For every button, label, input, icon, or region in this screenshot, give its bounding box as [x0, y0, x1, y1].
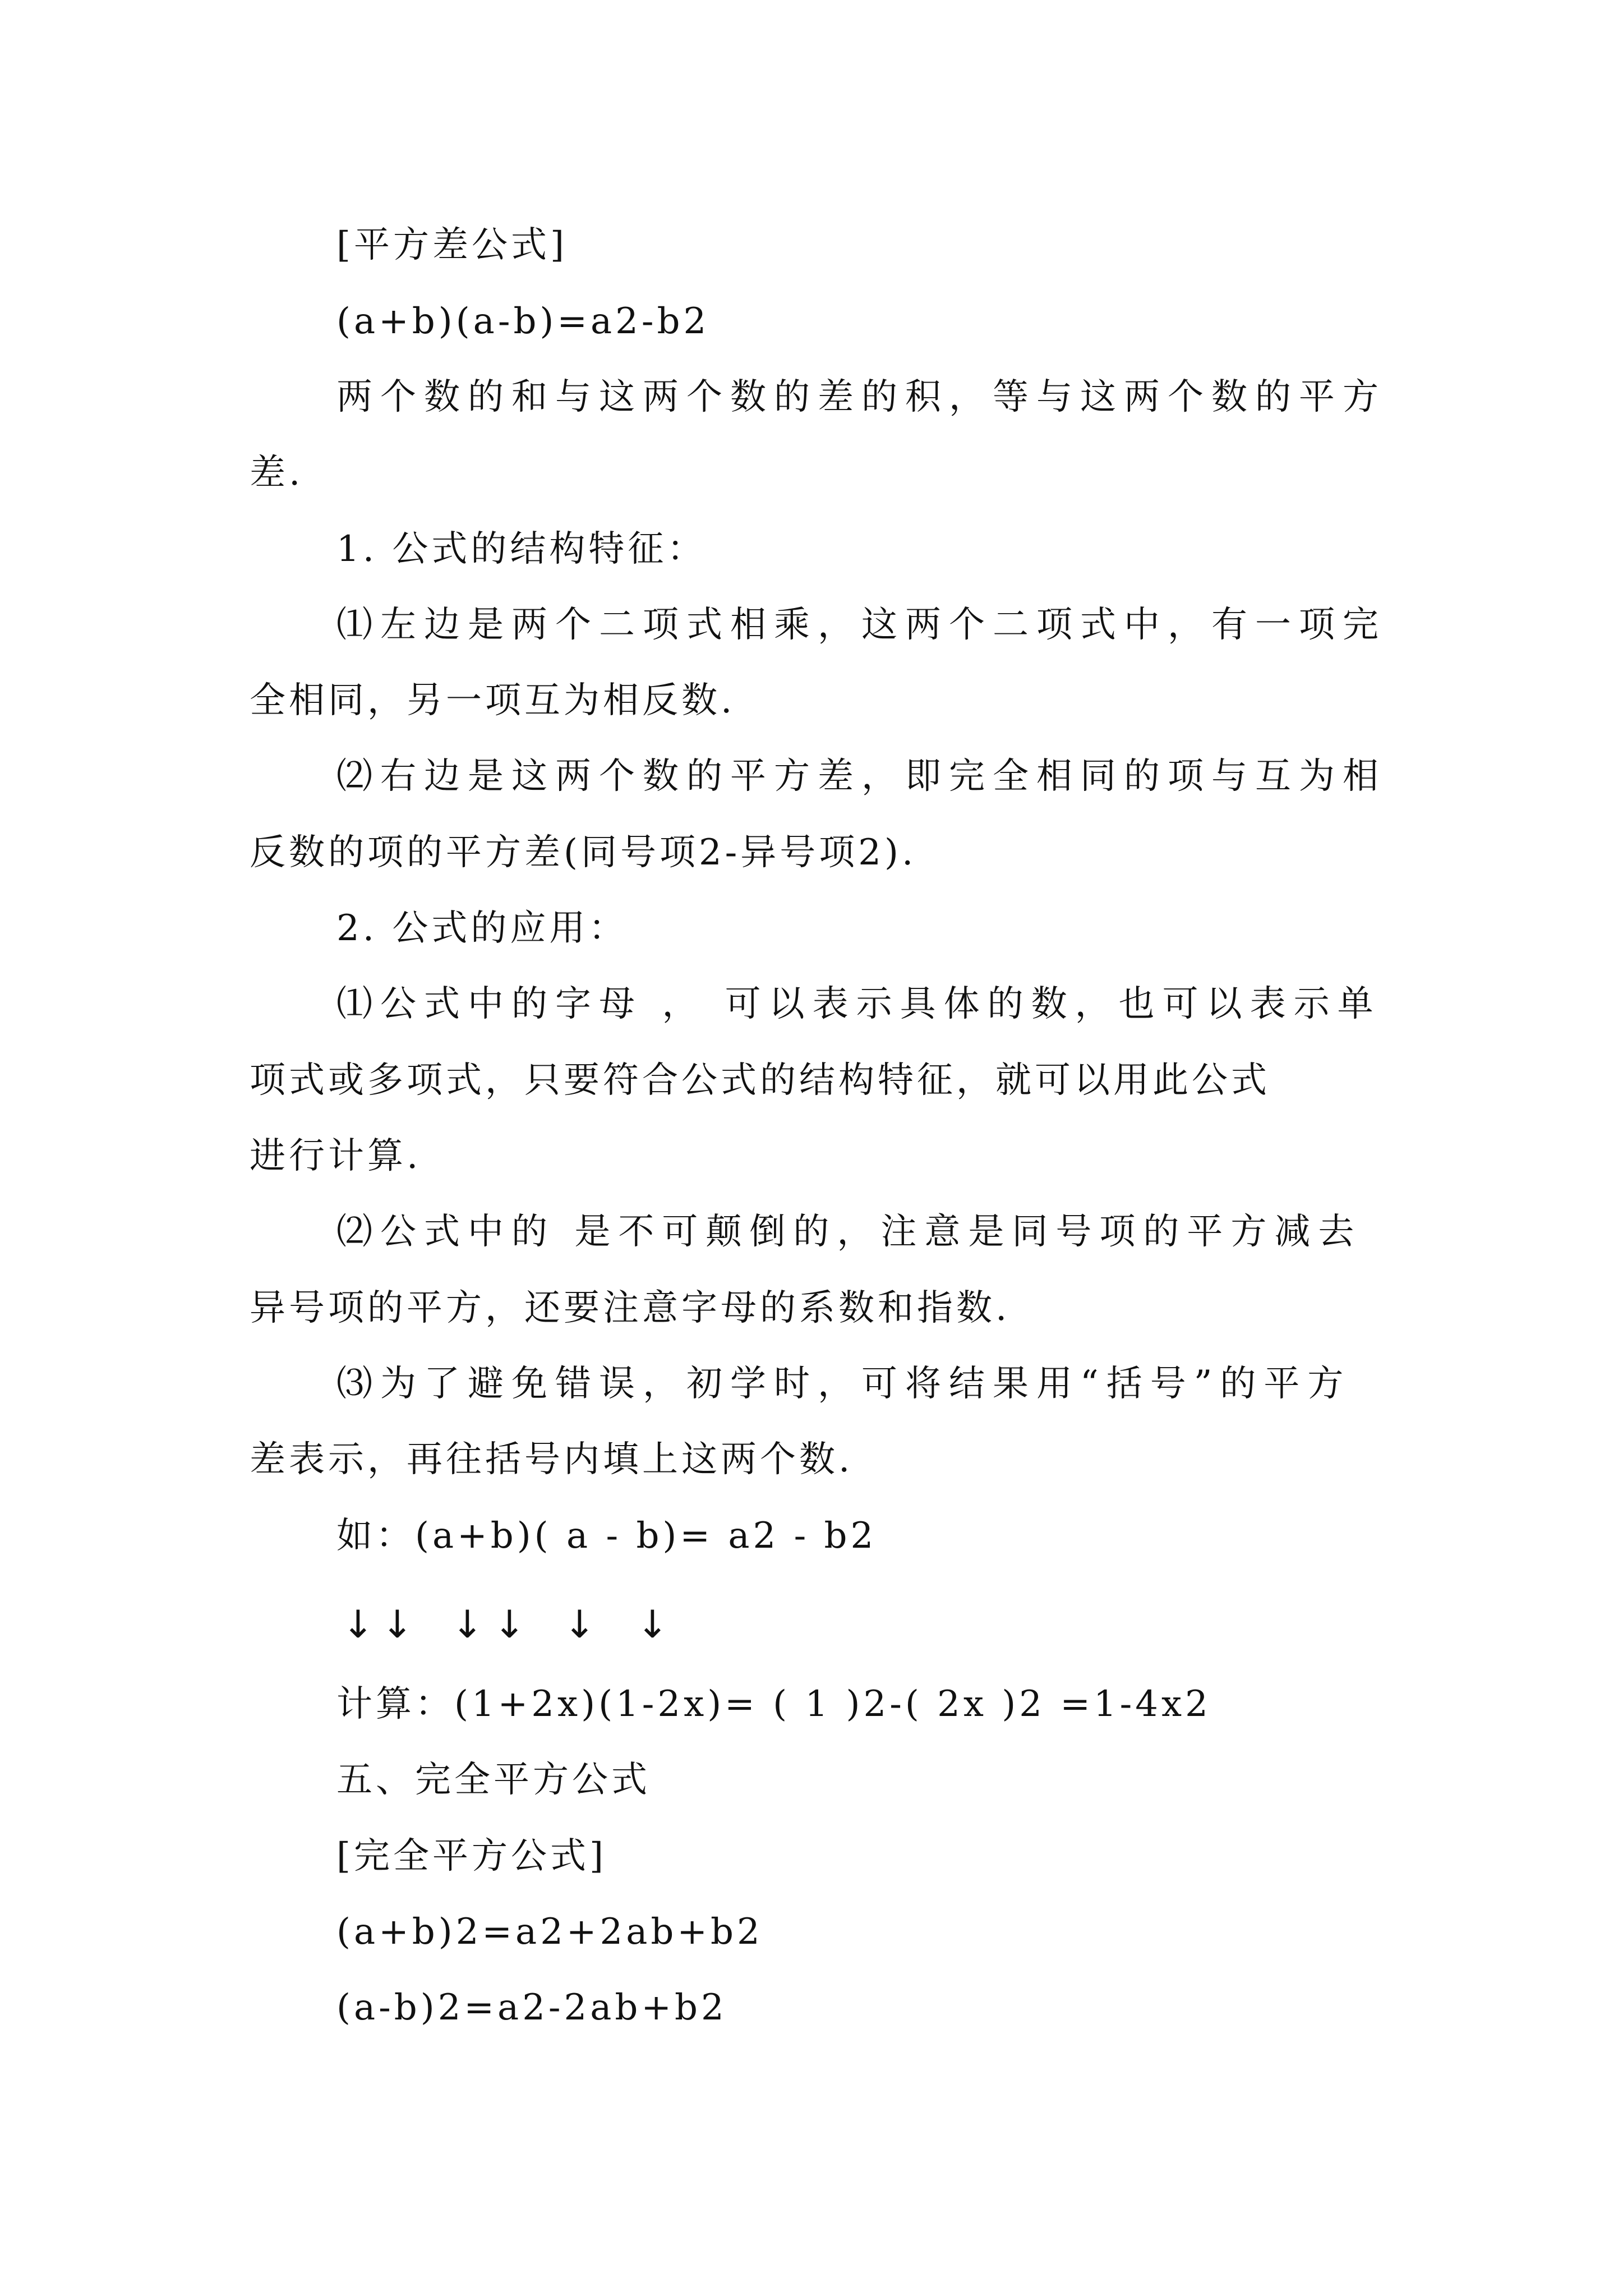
section-heading-difference-of-squares: [平方差公式]	[336, 224, 568, 266]
section-heading-perfect-square-bracket: [完全平方公式]	[336, 1835, 607, 1877]
down-arrow-icon: ↓	[381, 1603, 413, 1647]
paragraph-line: 差.	[250, 452, 304, 494]
paragraph-line: 进行计算.	[250, 1135, 422, 1177]
paragraph-line: ⑵右边是这两个数的平方差，即完全相同的项与互为相	[336, 756, 1386, 797]
paragraph-line: ⑴公式中的字母 ， 可以表示具体的数，也可以表示单	[336, 983, 1381, 1025]
down-arrow-icon: ↓	[637, 1603, 668, 1647]
section-heading-perfect-square: 五、完全平方公式	[336, 1759, 651, 1801]
paragraph-line: 差表示，再往括号内填上这两个数.	[250, 1439, 854, 1480]
paragraph-line: 异号项的平方，还要注意字母的系数和指数.	[250, 1287, 1011, 1329]
paragraph-line: 两个数的和与这两个数的差的积，等与这两个数的平方	[336, 376, 1386, 418]
calculation-line: 计算：(1+2x)(1-2x)= ( 1 )2-( 2x )2 =1-4x2	[336, 1683, 1211, 1725]
paragraph-line: 反数的项的平方差(同号项2-异号项2).	[250, 832, 917, 873]
formula-square-of-difference: (a-b)2=a2-2ab+b2	[336, 1987, 727, 2028]
arrow-row	[336, 1600, 729, 1650]
list-heading-application: 2. 公式的应用：	[336, 908, 628, 949]
down-arrow-icon: ↓	[342, 1603, 374, 1647]
down-arrow-icon: ↓	[494, 1603, 525, 1647]
paragraph-line: 全相同，另一项互为相反数.	[250, 680, 736, 721]
paragraph-line: ⑴左边是两个二项式相乘，这两个二项式中，有一项完	[336, 604, 1386, 646]
formula-square-of-sum: (a+b)2=a2+2ab+b2	[336, 1911, 763, 1953]
paragraph-line: 项式或多项式，只要符合公式的结构特征，就可以用此公式	[250, 1060, 1270, 1101]
formula-difference-of-squares: (a+b)(a-b)=a2-b2	[336, 301, 710, 342]
paragraph-line: ⑶为了避免错误，初学时，可将结果用“括号”的平方	[336, 1363, 1352, 1405]
example-line: 如：(a+b)( a - b)= a2 - b2	[336, 1515, 877, 1557]
list-heading-structure: 1. 公式的结构特征：	[336, 528, 707, 570]
paragraph-line: ⑵公式中的 是不可颠倒的，注意是同号项的平方减去	[336, 1211, 1362, 1253]
down-arrow-icon: ↓	[564, 1603, 596, 1647]
down-arrow-icon: ↓	[451, 1603, 483, 1647]
